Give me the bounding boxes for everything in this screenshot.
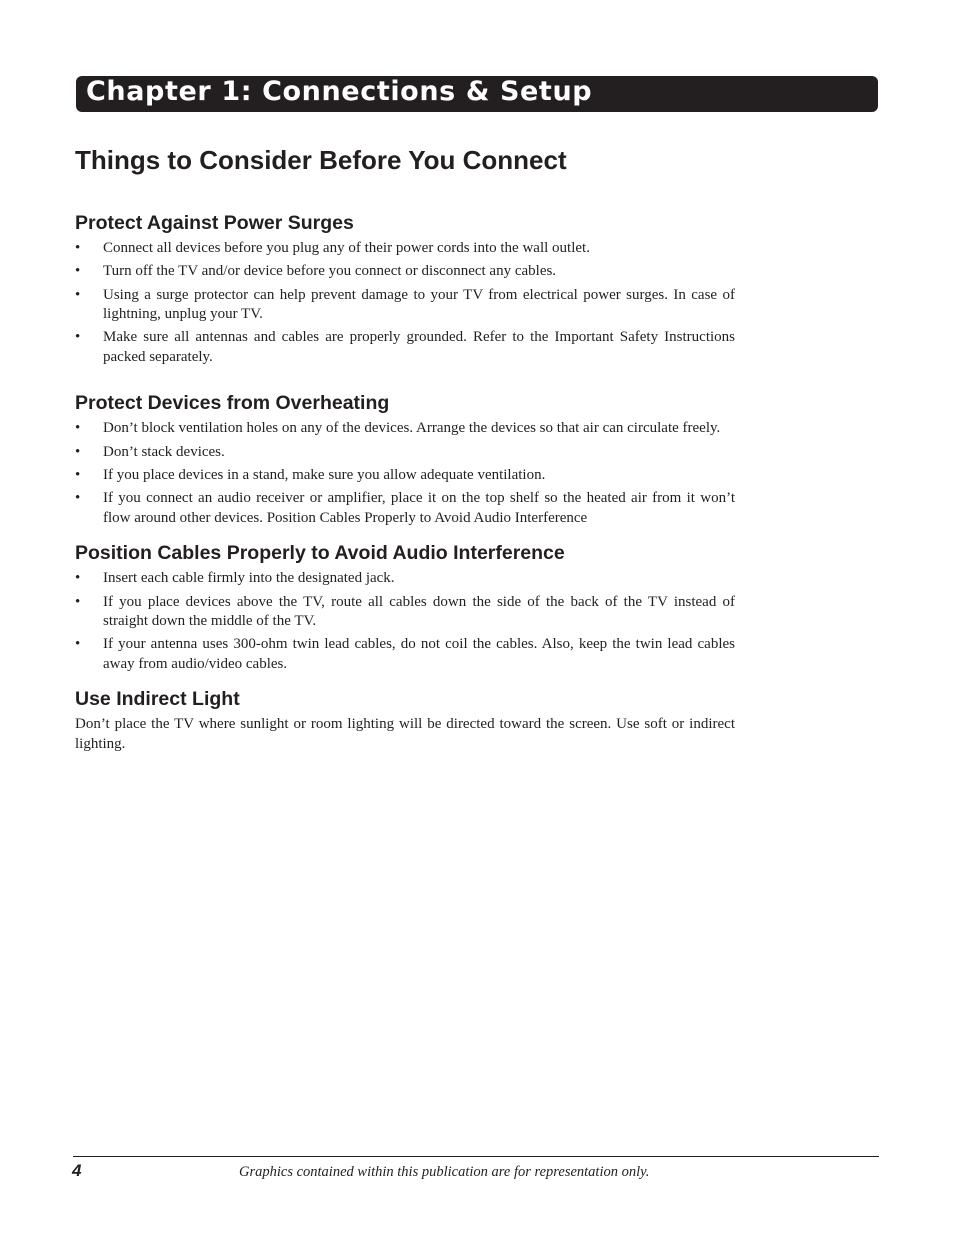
footer-divider xyxy=(73,1156,879,1157)
page-number: 4 xyxy=(72,1161,82,1180)
bullet-icon: • xyxy=(75,329,81,346)
section-cable-position xyxy=(75,540,735,674)
list-item-text: If you place devices in a stand, make sure you allow adequate ventilation. xyxy=(103,466,546,483)
bullet-list xyxy=(75,569,735,674)
bullet-icon: • xyxy=(75,443,81,460)
page-title: Things to Consider Before You Connect xyxy=(75,145,567,175)
list-item xyxy=(75,239,735,259)
list-item xyxy=(75,569,735,589)
list-item-text: Don’t block ventilation holes on any of the devices. Arrange the devices so that air can circulate freely. xyxy=(103,420,721,437)
page-content xyxy=(75,210,735,754)
list-item-text: Make sure all antennas and cables are properly grounded. Refer to the Important Safety Instructions packed separately. xyxy=(103,329,735,365)
list-item xyxy=(75,419,735,439)
bullet-list xyxy=(75,239,735,367)
chapter-header-bar xyxy=(76,76,878,112)
section-paragraph: Don’t place the TV where sunlight or room lighting will be directed toward the screen. Use soft or indirect lighting. xyxy=(75,716,735,752)
section-heading: Position Cables Properly to Avoid Audio Interference xyxy=(75,542,565,565)
bullet-icon: • xyxy=(75,636,81,653)
list-item xyxy=(75,635,735,674)
bullet-icon: • xyxy=(75,286,81,303)
list-item xyxy=(75,443,735,463)
list-item-text: If your antenna uses 300-ohm twin lead cables, do not coil the cables. Also, keep the twin lead cables away from audio/video cables. xyxy=(103,636,735,672)
section-heading: Use Indirect Light xyxy=(75,688,240,711)
bullet-icon: • xyxy=(75,593,81,610)
section-indirect-light xyxy=(75,686,735,754)
chapter-title: Chapter 1: Connections & Setup xyxy=(86,76,593,107)
bullet-icon: • xyxy=(75,420,81,437)
list-item-text: Insert each cable firmly into the designated jack. xyxy=(103,570,395,587)
list-item-text: If you connect an audio receiver or amplifier, place it on the top shelf so the heated air from it won’t flow around other devices. Position Cables Properly to Avoid Audio Interference xyxy=(103,490,735,526)
list-item xyxy=(75,593,735,632)
bullet-icon: • xyxy=(75,263,81,280)
list-item-text: Connect all devices before you plug any of their power cords into the wall outlet. xyxy=(103,240,590,256)
bullet-icon: • xyxy=(75,570,81,587)
list-item-text: If you place devices above the TV, route all cables down the side of the back of the TV instead of straight down the middle of the TV. xyxy=(103,593,735,630)
bullet-icon: • xyxy=(75,240,81,256)
list-item xyxy=(75,328,735,367)
list-item xyxy=(75,489,735,528)
bullet-list xyxy=(75,419,735,528)
section-overheating xyxy=(75,390,735,528)
list-item xyxy=(75,262,735,282)
section-heading: Protect Against Power Surges xyxy=(75,212,354,234)
list-item xyxy=(75,466,735,486)
list-item-text: Don’t stack devices. xyxy=(103,443,225,460)
list-item xyxy=(75,286,735,325)
list-item-text: Using a surge protector can help prevent damage to your TV from electrical power surges. In case of lightning, unplug your TV. xyxy=(103,286,735,323)
bullet-icon: • xyxy=(75,466,81,483)
section-heading: Protect Devices from Overheating xyxy=(75,392,390,415)
section-power-surges xyxy=(75,210,735,367)
bullet-icon: • xyxy=(75,490,81,507)
list-item-text: Turn off the TV and/or device before you connect or disconnect any cables. xyxy=(103,263,557,280)
footer-note: Graphics contained within this publication are for representation only. xyxy=(239,1164,650,1180)
